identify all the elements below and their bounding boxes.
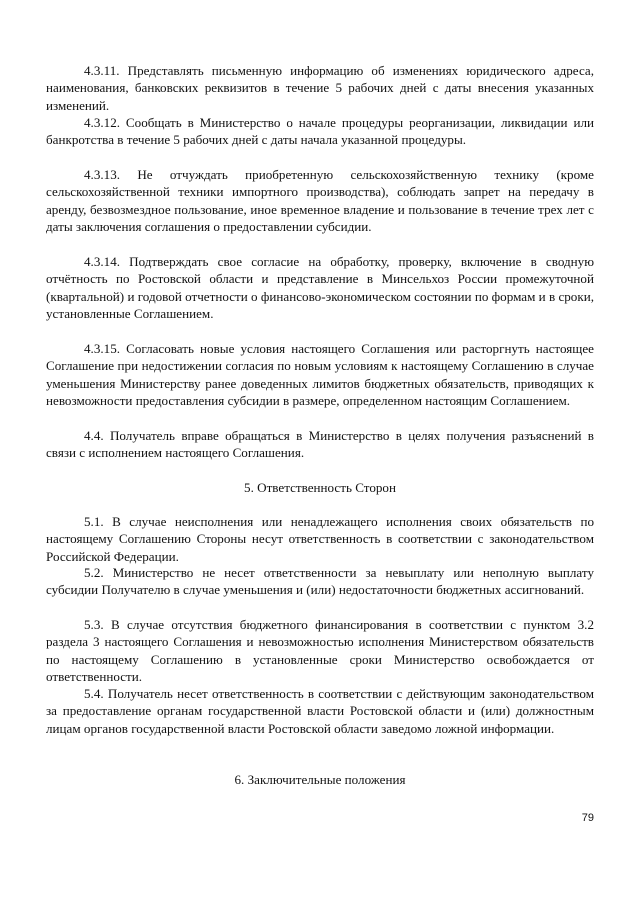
- section-6-heading: 6. Заключительные положения: [234, 772, 406, 787]
- paragraph-5-3: 5.3. В случае отсутствия бюджетного финансирования в соответствии с пунктом 3.2 раздела 3 настоящего Соглашения и невозможностью исполнения Министерством обязательств по настоящему Соглашению в установленные сроки Министерство освобождается от ответственности.: [46, 617, 594, 684]
- paragraph-4-3-13: 4.3.13. Не отчуждать приобретенную сельскохозяйственную технику (кроме сельскохозяйственной техники импортного производства), соблюдать запрет на передачу в аренду, безвозмездное пользование, иное временное владение и пользование в течение трех лет с даты заключения соглашения о предоставлении субсидии.: [46, 167, 594, 234]
- paragraph-4-4: 4.4. Получатель вправе обращаться в Министерство в целях получения разъяснений в связи с исполнением настоящего Соглашения.: [46, 428, 594, 461]
- paragraph-4-3-14: 4.3.14. Подтверждать свое согласие на обработку, проверку, включение в сводную отчётность по Ростовской области и представление в Минсельхоз России промежуточной (квартальной) и годовой отчетности о финансово-экономическом состоянии по формам и в сроки, установленные Соглашением.: [46, 254, 594, 321]
- page-number: 79: [581, 812, 594, 824]
- section-5-heading: 5. Ответственность Сторон: [244, 480, 396, 495]
- paragraph-5-2: 5.2. Министерство не несет ответственности за невыплату или неполную выплату субсидии Получателю в случае уменьшения и (или) недостаточности бюджетных ассигнований.: [46, 565, 594, 598]
- paragraph-5-4: 5.4. Получатель несет ответственность в соответствии с действующим законодательством за предоставление органам государственной власти Ростовской области и (или) должностным лицам органов государственной власти Ростовской области заведомо ложной информации.: [46, 686, 594, 736]
- paragraph-5-1: 5.1. В случае неисполнения или ненадлежащего исполнения своих обязательств по настоящему Соглашению Стороны несут ответственность в соответствии с законодательством Российской Федерации.: [46, 514, 594, 564]
- paragraph-4-3-15: 4.3.15. Согласовать новые условия настоящего Соглашения или расторгнуть настоящее Соглашение при недостижении согласия по новым условиям к настоящему Соглашению в случае уменьшения Министерству ранее доведенных лимитов бюджетных обязательств, приводящих к невозможности предоставления субсидии в размере, определенном настоящим Соглашением.: [46, 341, 594, 408]
- paragraph-4-3-12: 4.3.12. Сообщать в Министерство о начале процедуры реорганизации, ликвидации или банкротства в течение 5 рабочих дней с даты начала указанной процедуры.: [46, 115, 594, 148]
- paragraph-4-3-11: 4.3.11. Представлять письменную информацию об изменениях юридического адреса, наименования, банковских реквизитов в течение 5 рабочих дней с даты внесения указанных изменений.: [46, 63, 594, 113]
